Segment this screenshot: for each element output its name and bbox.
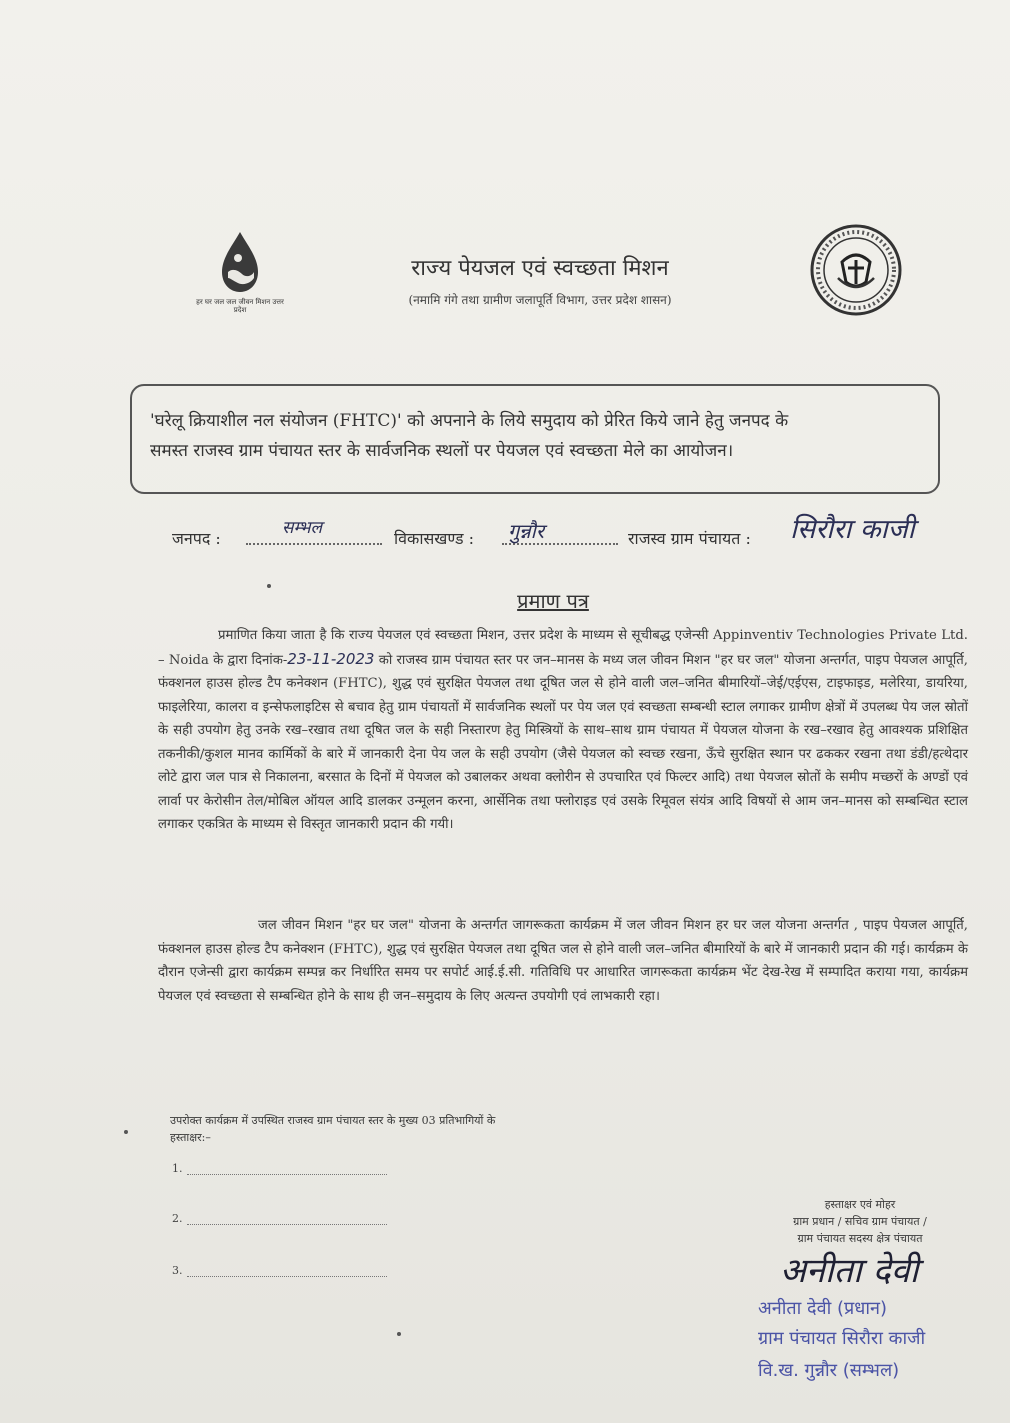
- blue-stamp-line-3: वि.ख. गुन्नौर (सम्भल): [758, 1360, 900, 1381]
- event-banner: [130, 384, 940, 494]
- janpad-value: सम्भल: [282, 518, 323, 538]
- stamp-line-1: हस्ताक्षर एवं मोहर: [824, 1198, 896, 1211]
- participant-1-number: 1.: [172, 1162, 183, 1175]
- blue-stamp-line-2: ग्राम पंचायत सिरौरा काजी: [758, 1328, 926, 1349]
- event-date: 23-11-2023: [287, 649, 375, 668]
- participants-note: [170, 1112, 650, 1146]
- handwritten-signature: अनीता देवी: [780, 1251, 919, 1291]
- participants-note-line-1: उपरोक्त कार्यक्रम में उपस्थित राजस्व ग्राम पंचायत स्तर के मुख्य 03 प्रतिभागियों के: [170, 1114, 496, 1127]
- gram-panchayat-value: सिरौरा काजी: [790, 514, 915, 545]
- stray-mark: [267, 584, 271, 588]
- header-title: राज्य पेयजल एवं स्वच्छता मिशन: [411, 256, 669, 281]
- up-government-seal-icon: [808, 222, 904, 318]
- certificate-title: प्रमाण पत्र: [517, 589, 589, 613]
- water-drop-icon: [192, 228, 288, 298]
- header-subtitle: (नमामि गंगे तथा ग्रामीण जलापूर्ति विभाग, उत्तर प्रदेश शासन): [408, 293, 672, 307]
- participant-3-number: 3.: [172, 1264, 183, 1277]
- certificate-paragraph-2: [158, 914, 968, 1008]
- para2-text: जल जीवन मिशन "हर घर जल" योजना के अन्तर्गत जागरूकता कार्यक्रम में जल जीवन मिशन हर घर जल योजना अन्तर्गत , पाइप पेयजल आपूर्ति, फंक्शनल हाउस होल्ड टैप कनेक्शन (FHTC), शुद्ध एवं सुरक्षित पेयजल तथा दूषित जल से होने वाली जल–जनित बीमारियों के बारे में जानकारी प्रदान की गई। कार्यक्रम के दौरान एजेन्सी द्वारा कार्यक्रम सम्पन्न कर निर्धारित समय पर सपोर्ट आई.ई.सी. गतिविधि पर आधारित जागरूकता कार्यक्रम भेंट देख-रेख में सम्पादित कराया गया, कार्यक्रम पेयजल एवं स्वच्छता से सम्बन्धित होने के साथ ही जन–समुदाय के लिए अत्यन्त उपयोगी एवं लाभकारी रहा।: [158, 918, 968, 1004]
- certificate-paragraph-1: [158, 624, 968, 837]
- participant-2-number: 2.: [172, 1212, 183, 1225]
- stamp-line-3: ग्राम पंचायत सदस्य क्षेत्र पंचायत: [797, 1232, 923, 1245]
- stray-mark: [397, 1332, 401, 1336]
- vikaskhand-label: विकासखण्ड :: [394, 529, 475, 548]
- participants-note-line-2: हस्ताक्षर:–: [170, 1131, 211, 1144]
- vikaskhand-value: गुन्नौर: [508, 519, 545, 543]
- logo-caption: हर घर जल जल जीवन मिशन उत्तर प्रदेश: [196, 298, 284, 314]
- location-fields: [172, 515, 972, 555]
- gram-panchayat-label: राजस्व ग्राम पंचायत :: [628, 529, 751, 548]
- participant-signature-line-1: [172, 1162, 402, 1175]
- janpad-dotted-line: [246, 543, 382, 545]
- stray-mark: [124, 1130, 128, 1134]
- banner-line-2: समस्त राजस्व ग्राम पंचायत स्तर के सार्वजनिक स्थलों पर पेयजल एवं स्वच्छता मेले का आयोजन।: [150, 441, 734, 461]
- para1-text-a: प्रमाणित किया जाता है कि राज्य पेयजल एवं स्वच्छता मिशन, उत्तर प्रदेश के माध्यम से सूचीबद्ध एजेन्सी Appinventiv Technologies Private Ltd. – Noida के द्वारा दिनांक-: [158, 628, 968, 668]
- participant-signature-line-3: [172, 1264, 402, 1277]
- para1-text-b: को राजस्व ग्राम पंचायत स्तर पर जन–मानस के मध्य जल जीवन मिशन "हर घर जल" योजना अन्तर्गत, पाइप पेयजल आपूर्ति, फंक्शनल हाउस होल्ड टैप कनेक्शन (FHTC), शुद्ध एवं सुरक्षित पेयजल तथा दूषित जल से होने वाली जल–जनित बीमारियों–जेई/एईएस, टाइफाइड, मलेरिया, डायरिया, फाइलेरिया, कालरा व इन्सेफलाइटिस से बचाव हेतु ग्राम पंचायतों में सार्वजनिक स्थलों पर पेय जल एवं स्वच्छता सम्बन्धी स्टाल लगाकर ग्रामीण क्षेत्रों में उपलब्ध पेय जल स्रोतों के सही उपयोग हेतु उनके रख–रखाव तथा दूषित जल के सही निस्तारण हेतु मिस्त्रियों के साथ–साथ ग्राम पंचायत में पेयजल योजना के रख–रखाव हेतु आवश्यक प्रशिक्षित तकनीकी/कुशल मानव कार्मिकों के बारे में जानकारी देना पेय जल के सही उपयोग (जैसे पेयजल को स्वच्छ रखना, ऊँचे सुरक्षित स्थान पर ढककर रखना तथा डंडी/हत्थेदार लोटे द्वारा जल पात्र से निकालना, बरसात के दिनों में पेयजल को उबालकर अथवा क्लोरीन से उपचारित एवं फिल्टर आदि) तथा पेयजल स्रोतों के समीप मच्छरों के अण्डों एवं लार्वा पर केरोसीन तेल/मोबिल ऑयल आदि डालकर उन्मूलन करना, आर्सेनिक तथा फ्लोराइड एवं उसके रिमूवल संयंत्र आदि विषयों से आम जन–मानस को सम्बन्धित स्टाल लगाकर एकत्रित के माध्यम से विस्तृत जानकारी प्रदान की गयी।: [158, 652, 968, 832]
- signatory-stamp-block: [740, 1196, 980, 1247]
- stamp-line-2: ग्राम प्रधान / सचिव ग्राम पंचायत /: [793, 1215, 927, 1228]
- janpad-label: जनपद :: [172, 529, 221, 548]
- banner-line-1: 'घरेलू क्रियाशील नल संयोजन (FHTC)' को अपनाने के लिये समुदाय को प्रेरित किये जाने हेतु जनपद के: [150, 411, 789, 431]
- blue-stamp-line-1: अनीता देवी (प्रधान): [758, 1298, 888, 1319]
- jal-jeevan-mission-logo: [192, 228, 288, 328]
- participant-signature-line-2: [172, 1212, 402, 1225]
